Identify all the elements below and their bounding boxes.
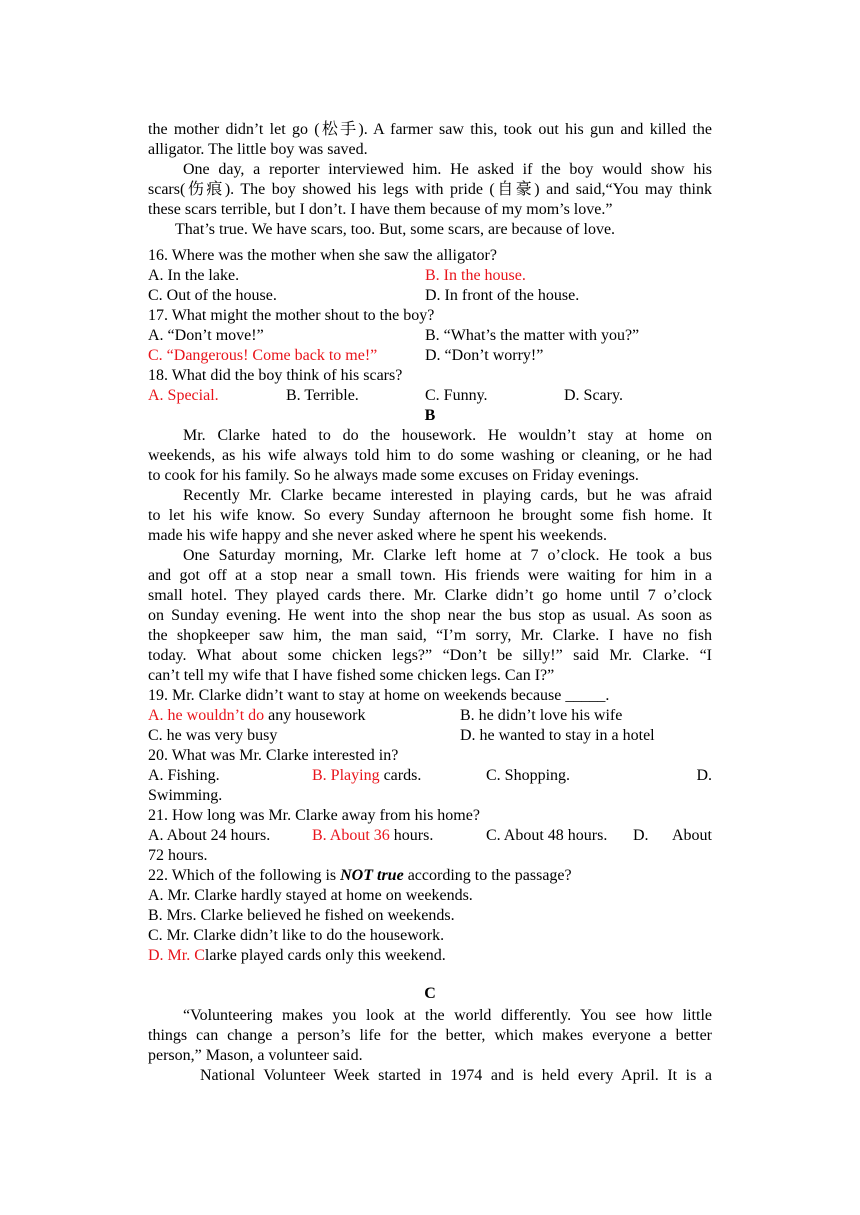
text-line: can’t tell my wife that I have fished some chicken legs. Can I?”: [148, 667, 555, 684]
question-19: [148, 686, 712, 746]
text-line: alligator. The little boy was saved.: [148, 141, 368, 158]
option-b: [312, 826, 433, 846]
question-suffix: according to the passage?: [403, 867, 572, 884]
option-b-answer: B. In the house.: [425, 267, 526, 284]
question-17: [148, 306, 712, 366]
text-line: and got off at a stop near a small town. His friends were waiting for him in a: [148, 567, 712, 584]
option-c: C. he was very busy: [148, 727, 278, 744]
option-row: [148, 266, 712, 286]
option-a-answer: A. Special.: [148, 387, 219, 404]
option-a: A. In the lake.: [148, 267, 240, 284]
option-a: A. Mr. Clarke hardly stayed at home on weekends.: [148, 887, 473, 904]
option-d: D. he wanted to stay in a hotel: [460, 727, 655, 744]
option-row: [148, 706, 712, 726]
passage-b: [148, 406, 712, 686]
text-line: things can change a person’s life for the better, which makes everyone a better: [148, 1027, 712, 1044]
text-line: That’s true. We have scars, too. But, some scars, are because of love.: [175, 221, 616, 238]
question-16: [148, 246, 712, 306]
text-line: scars(伤痕). The boy showed his legs with pride (自豪) and said,“You may think: [148, 181, 712, 198]
answer-highlight: B. About 36: [312, 827, 390, 844]
option-d-continued: Swimming.: [148, 787, 223, 804]
question-20: [148, 746, 712, 806]
option-row: [148, 826, 712, 846]
answer-highlight: A. he wouldn’t do: [148, 707, 265, 724]
question-18: [148, 366, 712, 406]
text-line: the mother didn’t let go (松手). A farmer saw this, took out his gun and killed the: [148, 121, 712, 138]
section-heading: B: [424, 407, 436, 424]
option-row: [148, 386, 712, 406]
text-line: National Volunteer Week started in 1974 and is held every April. It is a: [200, 1067, 712, 1084]
option-row: [148, 346, 712, 366]
text-line: “Volunteering makes you look at the world differently. You see how little: [183, 1007, 712, 1024]
option-d: D. Scary.: [564, 387, 623, 404]
option-d: About: [672, 827, 712, 844]
text-line: One day, a reporter interviewed him. He asked if the boy would show his: [183, 161, 712, 178]
option-d-continued: 72 hours.: [148, 847, 208, 864]
section-heading: C: [424, 985, 436, 1002]
option-row: [148, 286, 712, 306]
text-line: today. What about some chicken legs?” “Don’t be silly!” said Mr. Clarke. “I: [148, 647, 712, 664]
question-text: 16. Where was the mother when she saw the alligator?: [148, 247, 497, 264]
option-d-letter: D.: [633, 827, 649, 844]
option-a: A. “Don’t move!”: [148, 327, 264, 344]
question-22: [148, 866, 712, 966]
option-d: [148, 946, 712, 966]
text-line: Mr. Clarke hated to do the housework. He wouldn’t stay at home on: [183, 427, 712, 444]
question-prefix: 22. Which of the following is: [148, 867, 341, 884]
option-a: A. Fishing.: [148, 767, 220, 784]
text-line: person,” Mason, a volunteer said.: [148, 1047, 363, 1064]
option-b: [312, 766, 421, 786]
option-b-rest: hours.: [389, 827, 434, 844]
option-a: A. About 24 hours.: [148, 827, 271, 844]
option-b: B. he didn’t love his wife: [460, 707, 623, 724]
passage-c: [148, 984, 712, 1086]
question-text: 21. How long was Mr. Clarke away from his home?: [148, 807, 480, 824]
option-row: [148, 766, 712, 786]
option-c-answer: C. “Dangerous! Come back to me!”: [148, 347, 378, 364]
option-c: C. Funny.: [425, 387, 488, 404]
option-c: C. Out of the house.: [148, 287, 277, 304]
option-b: B. “What’s the matter with you?”: [425, 327, 640, 344]
option-c: C. Mr. Clarke didn’t like to do the housework.: [148, 927, 445, 944]
option-a-rest: any housework: [264, 707, 366, 724]
passage-a: [148, 120, 712, 240]
option-a: [148, 706, 365, 726]
question-text: 18. What did the boy think of his scars?: [148, 367, 403, 384]
text-line: the shopkeeper saw him, the man said, “I’m sorry, Mr. Clarke. I have no fish: [148, 627, 712, 644]
text-line: small hotel. They played cards there. Mr. Clarke didn’t go home until 7 o’clock: [148, 587, 712, 604]
question-text: 20. What was Mr. Clarke interested in?: [148, 747, 399, 764]
option-d: D.: [696, 767, 712, 784]
option-c: C. Shopping.: [486, 767, 571, 784]
question-21: [148, 806, 712, 866]
option-c: C. About 48 hours.: [486, 827, 608, 844]
text-line: these scars terrible, but I don’t. I have them because of my mom’s love.”: [148, 201, 613, 218]
answer-highlight: B. Playing: [312, 767, 380, 784]
option-d: D. In front of the house.: [425, 287, 580, 304]
text-line: to let his wife know. So every Sunday afternoon he brought some fish home. It: [148, 507, 712, 524]
option-b-rest: cards.: [379, 767, 422, 784]
option-d: D. “Don’t worry!”: [425, 347, 544, 364]
question-text: 17. What might the mother shout to the boy?: [148, 307, 435, 324]
option-b: B. Mrs. Clarke believed he fished on weekends.: [148, 907, 455, 924]
option-row: [148, 726, 712, 746]
text-line: Recently Mr. Clarke became interested in playing cards, but he was afraid: [183, 487, 712, 504]
text-line: on Sunday evening. He went into the shop near the bus stop as usual. As soon as: [148, 607, 712, 624]
question-text: [148, 866, 712, 886]
option-b: B. Terrible.: [286, 387, 359, 404]
text-line: weekends, as his wife always told him to do some washing or cleaning, or he had: [148, 447, 712, 464]
text-line: to cook for his family. So he always made some excuses on Friday evenings.: [148, 467, 639, 484]
option-d-rest: larke played cards only this weekend.: [204, 947, 446, 964]
question-text: 19. Mr. Clarke didn’t want to stay at home on weekends because _____.: [148, 687, 610, 704]
text-line: One Saturday morning, Mr. Clarke left home at 7 o’clock. He took a bus: [183, 547, 712, 564]
answer-highlight: D. Mr. C: [148, 947, 205, 964]
option-row: [148, 326, 712, 346]
question-emphasis: NOT true: [340, 867, 404, 884]
text-line: made his wife happy and she never asked where he spent his weekends.: [148, 527, 607, 544]
